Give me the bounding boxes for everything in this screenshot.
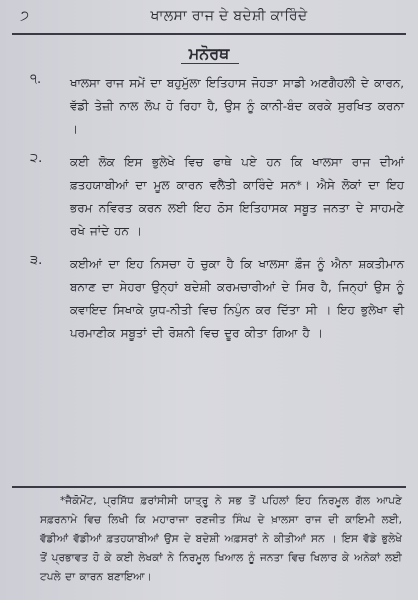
page-header [14, 6, 404, 28]
item-number: ੧. [30, 72, 42, 87]
list-item [30, 151, 404, 243]
running-head: ਖਾਲਸਾ ਰਾਜ ਦੇ ਬਦੇਸ਼ੀ ਕਾਰਿੰਦੇ [150, 8, 308, 24]
list-item [30, 72, 404, 141]
section-title: ਮਨੋਰਥ [188, 44, 230, 63]
header-rule [12, 33, 406, 35]
objectives-list [30, 72, 404, 355]
item-text: ਕਈਆਂ ਦਾ ਇਹ ਨਿਸਚਾ ਹੋ ਚੁਕਾ ਹੈ ਕਿ ਖਾਲਸਾ ਫ਼ੌਜ ਨੂੰ ਐਨਾ ਸ਼ਕਤੀਮਾਨ ਬਨਾਣ ਦਾ ਸੇਹਰਾ ਉਨ੍ਹਾਂ ਬਦੇਸ਼ੀ ਕਰਮਚਾਰੀਆਂ ਦੇ ਸਿਰ ਹੈ, ਜਿਨ੍ਹਾਂ ਉਸ ਨੂੰ ਕਵਾਇਦ ਸਿਖਾਕੇ ਯੁਧ-ਨੀਤੀ ਵਿਚ ਨਿਪੁੰਨ ਕਰ ਦਿੱਤਾ ਸੀ । ਇਹ ਭੁਲੇਖਾ ਵੀ ਪਰਮਾਣੀਕ ਸਬੂਤਾਂ ਦੀ ਰੋਸ਼ਨੀ ਵਿਚ ਦੂਰ ਕੀਤਾ ਗਿਆ ਹੈ । [70, 257, 404, 340]
item-text: ਖਾਲਸਾ ਰਾਜ ਸਮੇਂ ਦਾ ਬਹੁਮੁੱਲਾ ਇਤਿਹਾਸ ਜੋਹੜਾ ਸਾਡੀ ਅਣਗੈਹਲੀ ਦੇ ਕਾਰਨ, ਵੱਡੀ ਤੇਜ਼ੀ ਨਾਲ ਲੋਪ ਹੋ ਰਿਹਾ ਹੈ, ਉਸ ਨੂੰ ਕਾਨੀ-ਬੰਦ ਕਰਕੇ ਸੁਰਖਿਤ ਕਰਨਾ । [70, 76, 404, 136]
list-item [30, 253, 404, 345]
footnote: *ਜੈਕੋਮੋਂਟ, ਪ੍ਰਸਿੱਧ ਫ਼ਰਾਂਸੀਸੀ ਯਾਤ੍ਰੂ ਨੇ ਸਭ ਤੋਂ ਪਹਿਲਾਂ ਇਹ ਨਿਰਮੂਲ ਗੱਲ ਆਪਣੇ ਸਫ਼ਰਨਾਮੇ ਵਿਚ ਲਿਖੀ ਕਿ ਮਹਾਰਾਜਾ ਰਣਜੀਤ ਸਿੰਘ ਦੇ ਖ਼ਾਲਸਾ ਰਾਜ ਦੀ ਕਾਇਮੀ ਲਈ, ਵੱਡੀਆਂ ਵੱਡੀਆਂ ਫ਼ਤਹਯਾਬੀਆਂ ਉਸ ਦੇ ਬਦੇਸ਼ੀ ਅਫ਼ਸਰਾਂ ਨੇ ਕੀਤੀਆਂ ਸਨ । ਇਸ ਵੱਡੇ ਭੁਲੇਖੇ ਤੋਂ ਪ੍ਰਭਾਵਤ ਹੋ ਕੇ ਕਈ ਲੇਖਕਾਂ ਨੇ ਨਿਰਮੂਲ ਖਿਆਲ ਨੂੰ ਜਨਤਾ ਵਿਚ ਖਿਲਾਰ ਕੇ ਅਨੇਕਾਂ ਲਈ ਟਪਲੇ ਦਾ ਕਾਰਨ ਬਣਾਇਆ। [40, 495, 402, 583]
title-underline [181, 63, 239, 64]
page-number: ੭ [20, 8, 30, 24]
item-number: ੨. [30, 151, 43, 166]
item-number: ੩. [30, 253, 43, 268]
footnote-rule [12, 486, 406, 488]
item-text: ਕਈ ਲੋਕ ਇਸ ਭੁਲੇਖੇ ਵਿਚ ਫਾਥੇ ਪਏ ਹਨ ਕਿ ਖਾਲਸਾ ਰਾਜ ਦੀਆਂ ਫ਼ਤਹਯਾਬੀਆਂ ਦਾ ਮੂਲ ਕਾਰਨ ਵਲੈਤੀ ਕਾਰਿੰਦੇ ਸਨ*। ਐਸੇ ਲੋਕਾਂ ਦਾ ਇਹ ਭਰਮ ਨਵਿਰਤ ਕਰਨ ਲਈ ਇਹ ਠੋਸ ਇਤਿਹਾਸਕ ਸਬੂਤ ਜਨਤਾ ਦੇ ਸਾਹਮਣੇ ਰਖੇ ਜਾਂਦੇ ਹਨ । [70, 155, 404, 238]
